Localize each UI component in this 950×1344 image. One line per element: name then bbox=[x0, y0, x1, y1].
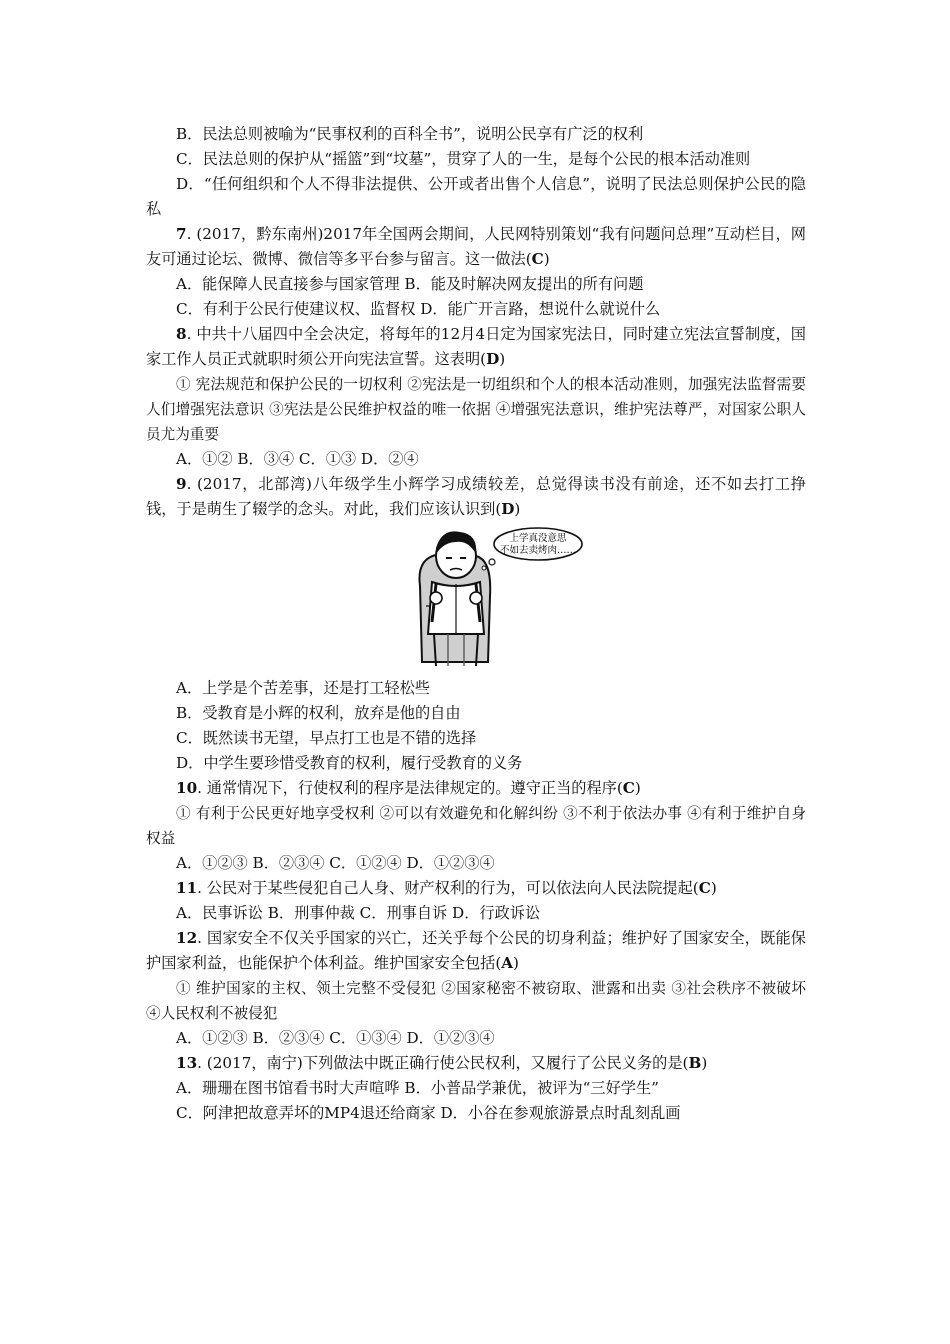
q7-options-line2: C．有利于公民行使建议权、监督权 D．能广开言路，想说什么就说什么 bbox=[176, 300, 661, 318]
q10-statements: ① 有利于公民更好地享受权利 ②可以有效避免和化解纠纷 ③不利于依法办事 ④有利于维护自身权益 bbox=[146, 805, 806, 847]
q8-statements: ① 宪法规范和保护公民的一切权利 ②宪法是一切组织和个人的根本活动准则，加强宪法监督需要人们增强宪法意识 ③宪法是公民维护权益的唯一依据 ④增强宪法意识，维护宪法尊严，对国家公职人员尤为重要 bbox=[146, 376, 806, 443]
q12-statements: ① 维护国家的主权、领土完整不受侵犯 ②国家秘密不被窃取、泄露和出卖 ③社会秩序不被破坏 ④人民权利不被侵犯 bbox=[146, 980, 806, 1022]
q7-answer: C bbox=[531, 250, 544, 268]
q13-stem-text: . (2017，南宁)下列做法中既正确行使公民权利，又履行了公民义务的是( bbox=[197, 1054, 689, 1072]
q11-stem bbox=[146, 876, 806, 901]
q11-stem-text: . 公民对于某些侵犯自己人身、财产权利的行为，可以依法向人民法院提起( bbox=[197, 879, 699, 897]
q8-stem bbox=[146, 322, 806, 372]
q12-number: 12 bbox=[176, 929, 198, 947]
q13-options-line2: C．阿津把故意弄坏的MP4退还给商家 D．小谷在参观旅游景点时乱刻乱画 bbox=[176, 1104, 681, 1122]
q8-number: 8 bbox=[176, 325, 187, 343]
q8-close: ) bbox=[499, 350, 506, 368]
bubble-text-line2: 不如去卖烤肉…… bbox=[499, 545, 577, 556]
q12-stem bbox=[146, 926, 806, 976]
q8-answer: D bbox=[486, 350, 500, 368]
q13-close: ) bbox=[701, 1054, 708, 1072]
q9-stem-text: . (2017，北部湾)八年级学生小辉学习成绩较差，总觉得读书没有前途，还不如去打工挣钱，于是萌生了辍学的念头。对此，我们应该认识到( bbox=[146, 475, 806, 518]
q8-stem-text: . 中共十八届四中全会决定，将每年的12月4日定为国家宪法日，同时建立宪法宣誓制度，国家工作人员正式就职时须公开向宪法宣誓。这表明( bbox=[146, 325, 806, 368]
exam-page bbox=[146, 122, 806, 1126]
q10-close: ) bbox=[634, 779, 641, 797]
q10-options: A．①②③ B．②③④ C．①②④ D．①②③④ bbox=[176, 854, 495, 872]
q8-options: A．①② B．③④ C．①③ D．②④ bbox=[176, 450, 419, 468]
q9-option-d: D．中学生要珍惜受教育的权利，履行受教育的义务 bbox=[176, 754, 523, 772]
q9-stem bbox=[146, 472, 806, 522]
q10-number: 10 bbox=[176, 779, 198, 797]
q11-close: ) bbox=[710, 879, 717, 897]
q7-options-line1: A．能保障人民直接参与国家管理 B．能及时解决网友提出的所有问题 bbox=[176, 275, 644, 293]
q12-stem-text: . 国家安全不仅关乎国家的兴亡，还关乎每个公民的切身利益；维护好了国家安全，既能保护国家利益，也能保护个体利益。维护国家安全包括( bbox=[146, 929, 806, 972]
q6-option-c: C．民法总则的保护从“摇篮”到“坟墓”，贯穿了人的一生，是每个公民的根本活动准则 bbox=[176, 150, 751, 168]
q13-stem bbox=[146, 1051, 806, 1076]
q13-answer: B bbox=[688, 1054, 702, 1072]
q9-option-b: B．受教育是小辉的权利，放弃是他的自由 bbox=[176, 704, 461, 722]
q9-option-a: A．上学是个苦差事，还是打工轻松些 bbox=[176, 679, 430, 697]
q11-options: A．民事诉讼 B．刑事仲裁 C．刑事自诉 D．行政诉讼 bbox=[176, 904, 541, 922]
q12-options: A．①②③ B．②③④ C．①③④ D．①②③④ bbox=[176, 1029, 495, 1047]
bubble-text-line1: 上学真没意思 bbox=[509, 533, 567, 544]
q9-option-c: C．既然读书无望，早点打工也是不错的选择 bbox=[176, 729, 477, 747]
q10-stem bbox=[146, 776, 806, 801]
q10-stem-text: . 通常情况下，行使权利的程序是法律规定的。遵守正当的程序( bbox=[197, 779, 623, 797]
q12-close: ) bbox=[513, 954, 519, 972]
q12-answer: A bbox=[501, 954, 514, 972]
q9-number: 9 bbox=[176, 475, 187, 493]
q13-number: 13 bbox=[176, 1054, 198, 1072]
q6-option-d: D．“任何组织和个人不得非法提供、公开或者出售个人信息”，说明了民法总则保护公民的隐私 bbox=[146, 175, 806, 218]
q13-options-line1: A．珊珊在图书馆看书时大声喧哗 B．小普品学兼优，被评为“三好学生” bbox=[176, 1079, 659, 1097]
q9-answer: D bbox=[501, 500, 515, 518]
q11-answer: C bbox=[698, 879, 711, 897]
q7-number: 7 bbox=[176, 225, 187, 243]
q7-close: ) bbox=[543, 250, 550, 268]
q6-option-b: B．民法总则被喻为“民事权利的百科全书”，说明公民享有广泛的权利 bbox=[176, 125, 644, 143]
student-cartoon-illustration bbox=[412, 526, 584, 666]
q10-answer: C bbox=[622, 779, 635, 797]
q7-stem bbox=[146, 222, 806, 272]
q7-stem-text: . (2017，黔东南州)2017年全国两会期间，人民网特别策划“我有问题问总理”互动栏目，网友可通过论坛、微博、微信等多平台参与留言。这一做法( bbox=[146, 225, 806, 268]
q9-close: ) bbox=[514, 500, 521, 518]
cartoon-figure bbox=[146, 526, 806, 668]
q11-number: 11 bbox=[176, 879, 198, 897]
